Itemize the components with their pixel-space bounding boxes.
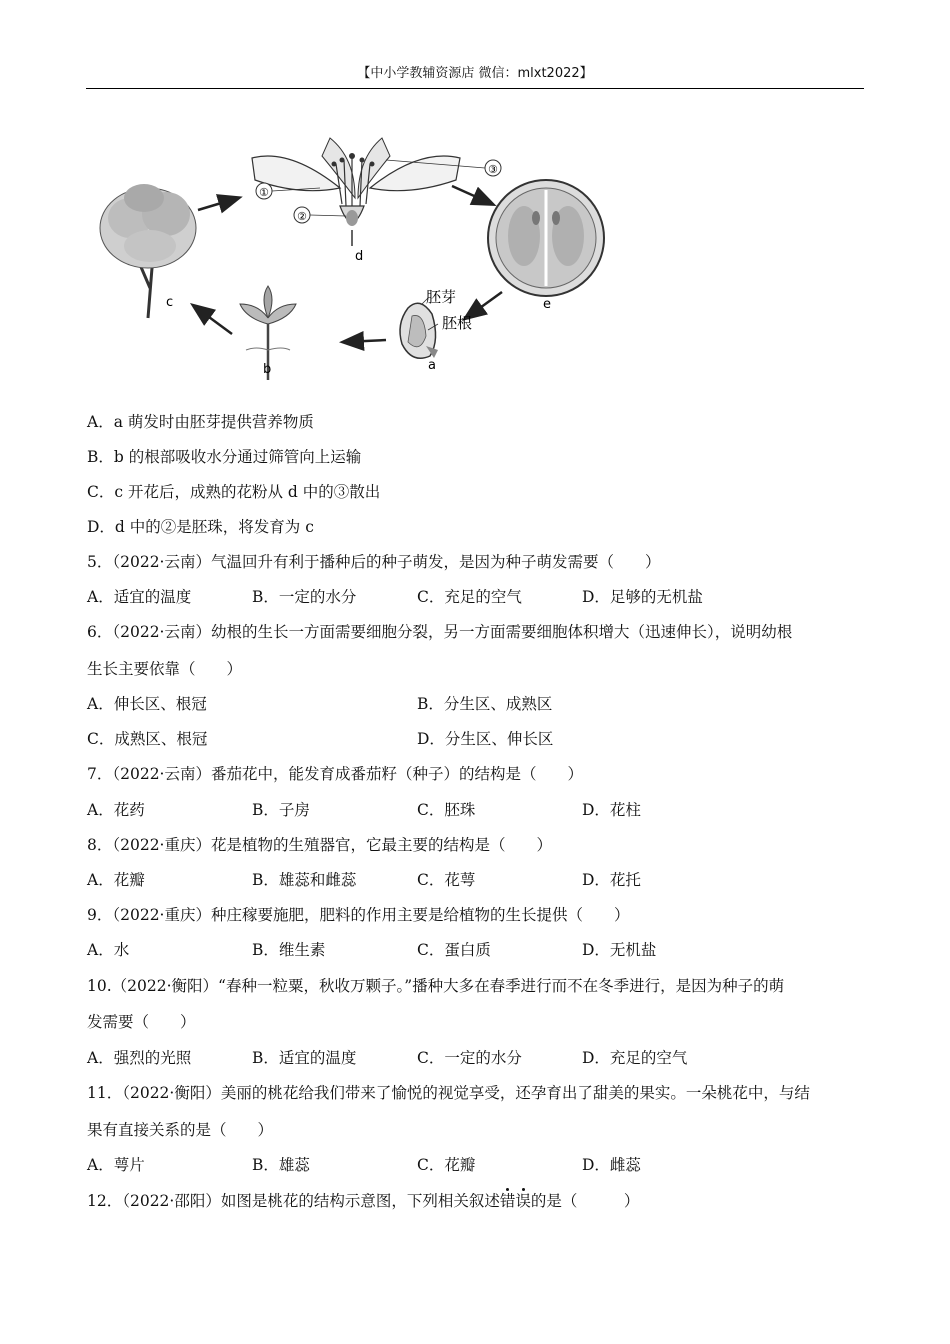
label-b: b xyxy=(263,362,272,377)
q12-emphasis-2: 误 xyxy=(515,1192,531,1210)
label-d: d xyxy=(355,249,364,264)
q8-option-d: D．花托 xyxy=(582,871,641,889)
label-embryo-bud: 胚芽 xyxy=(426,288,457,306)
label-circle-3: ③ xyxy=(488,163,498,176)
q6-stem-line1: 6．（2022·云南）幼根的生长一方面需要细胞分裂，另一方面需要细胞体积增大（迅速伸长），说明幼根 xyxy=(87,623,793,641)
q7-option-a: A．花药 xyxy=(87,801,145,819)
q6-option-b: B．分生区、成熟区 xyxy=(417,695,553,713)
q4-option-b: B．b 的根部吸收水分通过筛管向上运输 xyxy=(87,448,362,466)
plant-life-cycle-figure xyxy=(90,118,610,388)
fruit-illustration xyxy=(488,180,604,296)
q9-stem: 9．（2022·重庆）种庄稼要施肥，肥料的作用主要是给植物的生长提供（ ） xyxy=(87,906,630,924)
q5-stem: 5．（2022·云南）气温回升有利于播种后的种子萌发，是因为种子萌发需要（ ） xyxy=(87,553,661,571)
label-embryo-root: 胚根 xyxy=(442,314,473,332)
label-e: e xyxy=(543,297,551,312)
header-title: 【中小学教辅资源店 微信：mlxt2022】 xyxy=(357,66,593,81)
flower-illustration xyxy=(252,138,460,246)
arrow-tree-to-flower xyxy=(198,198,238,210)
q8-stem: 8．（2022·重庆）花是植物的生殖器官，它最主要的结构是（ ） xyxy=(87,836,552,854)
q11-option-c: C．花瓣 xyxy=(417,1156,476,1174)
page-header xyxy=(86,64,864,89)
q4-option-a: A．a 萌发时由胚芽提供营养物质 xyxy=(87,413,314,431)
q8-option-c: C．花萼 xyxy=(417,871,476,889)
q5-option-d: D．足够的无机盐 xyxy=(582,588,703,606)
q11-option-a: A．萼片 xyxy=(87,1156,145,1174)
q4-option-d: D．d 中的②是胚珠，将发育为 c xyxy=(87,518,314,536)
q11-option-b: B．雄蕊 xyxy=(252,1156,310,1174)
q10-stem-line1: 10.（2022·衡阳）“春种一粒粟，秋收万颗子。”播种大多在春季进行而不在冬季进行，是因为种子的萌 xyxy=(87,977,785,995)
q9-option-d: D．无机盐 xyxy=(582,941,657,959)
q7-option-c: C．胚珠 xyxy=(417,801,476,819)
seed-illustration xyxy=(400,303,438,358)
q10-option-d: D．充足的空气 xyxy=(582,1049,688,1067)
q5-option-b: B．一定的水分 xyxy=(252,588,357,606)
q6-stem-line2: 生长主要依靠（ ） xyxy=(87,660,243,678)
q10-option-b: B．适宜的温度 xyxy=(252,1049,357,1067)
q5-option-c: C．充足的空气 xyxy=(417,588,522,606)
q12-emphasis-1: 错 xyxy=(499,1192,516,1210)
q9-option-a: A．水 xyxy=(87,941,130,959)
q9-option-c: C．蛋白质 xyxy=(417,941,491,959)
q11-stem-line2: 果有直接关系的是（ ） xyxy=(87,1121,274,1139)
label-c: c xyxy=(166,295,174,310)
q10-option-a: A．强烈的光照 xyxy=(87,1049,192,1067)
arrow-flower-to-fruit xyxy=(452,186,492,204)
label-circle-1: ① xyxy=(259,186,269,199)
q6-option-d: D．分生区、伸长区 xyxy=(417,730,554,748)
q4-option-c: C．c 开花后，成熟的花粉从 d 中的③散出 xyxy=(87,483,381,501)
q6-option-a: A．伸长区、根冠 xyxy=(87,695,207,713)
q8-option-b: B．雄蕊和雌蕊 xyxy=(252,871,357,889)
q5-option-a: A．适宜的温度 xyxy=(87,588,192,606)
q12-stem-before: 12．（2022·邵阳）如图是桃花的结构示意图，下列相关叙述 xyxy=(87,1192,500,1210)
q11-option-d: D．雌蕊 xyxy=(582,1156,641,1174)
q7-stem: 7．（2022·云南）番茄花中，能发育成番茄籽（种子）的结构是（ ） xyxy=(87,765,583,783)
q11-stem-line1: 11．（2022·衡阳）美丽的桃花给我们带来了愉悦的视觉享受，还孕育出了甜美的果实。一朵桃花中，与结 xyxy=(87,1084,810,1102)
q10-option-c: C．一定的水分 xyxy=(417,1049,522,1067)
q12-stem-after: 的是（ ） xyxy=(530,1192,640,1210)
q9-option-b: B．维生素 xyxy=(252,941,326,959)
tree-illustration xyxy=(100,184,196,318)
label-circle-2: ② xyxy=(297,210,307,223)
q12-stem xyxy=(87,1191,639,1211)
q6-option-c: C．成熟区、根冠 xyxy=(87,730,208,748)
q10-stem-line2: 发需要（ ） xyxy=(87,1013,196,1031)
q8-option-a: A．花瓣 xyxy=(87,871,145,889)
arrow-seedling-to-tree xyxy=(194,306,232,334)
label-a: a xyxy=(428,358,436,373)
q7-option-d: D．花柱 xyxy=(582,801,641,819)
arrow-seed-to-seedling xyxy=(344,340,386,342)
q7-option-b: B．子房 xyxy=(252,801,310,819)
